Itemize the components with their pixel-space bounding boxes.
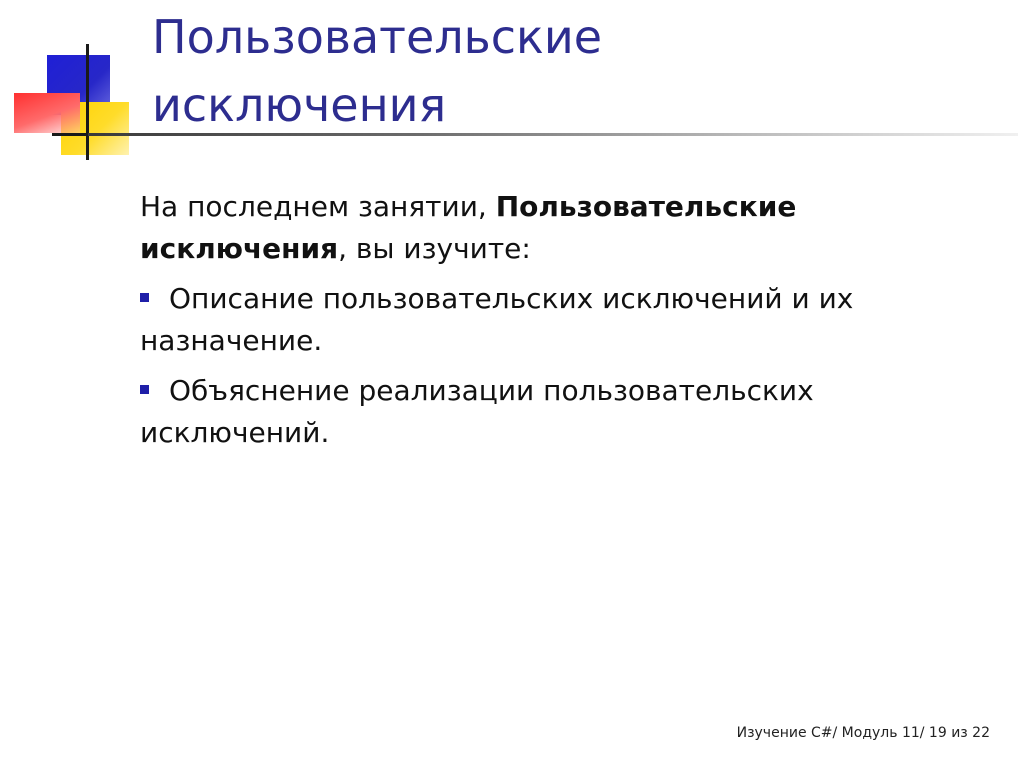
bullet-1-line-2: назначение. (140, 324, 323, 357)
intro-bold-term-2: исключения (140, 232, 339, 265)
bullet-2-line-1: Объяснение реализации пользовательских (169, 374, 814, 407)
slide-logo-icon (0, 0, 150, 170)
bullet-1-line-1: Описание пользовательских исключений и их (169, 282, 854, 315)
slide-title (152, 3, 972, 139)
bullet-item (140, 278, 940, 362)
bullet-2-line-2: исключений. (140, 416, 330, 449)
bullet-item (140, 370, 940, 454)
logo-vertical-line (86, 44, 89, 160)
slide-title-line-1: Пользовательские (152, 10, 603, 64)
slide-body (140, 186, 940, 461)
slide-footer: Изучение C#/ Модуль 11/ 19 из 22 (736, 725, 990, 741)
square-bullet-icon (140, 293, 149, 302)
slide-title-line-2: исключения (152, 78, 447, 132)
logo-red-square (14, 93, 80, 133)
intro-text-start: На последнем занятии, (140, 190, 496, 223)
title-divider (88, 133, 1018, 136)
intro-text-end: , вы изучите: (338, 232, 531, 265)
intro-bold-term-1: Пользовательские (495, 190, 797, 223)
square-bullet-icon (140, 385, 149, 394)
intro-paragraph (140, 186, 940, 270)
